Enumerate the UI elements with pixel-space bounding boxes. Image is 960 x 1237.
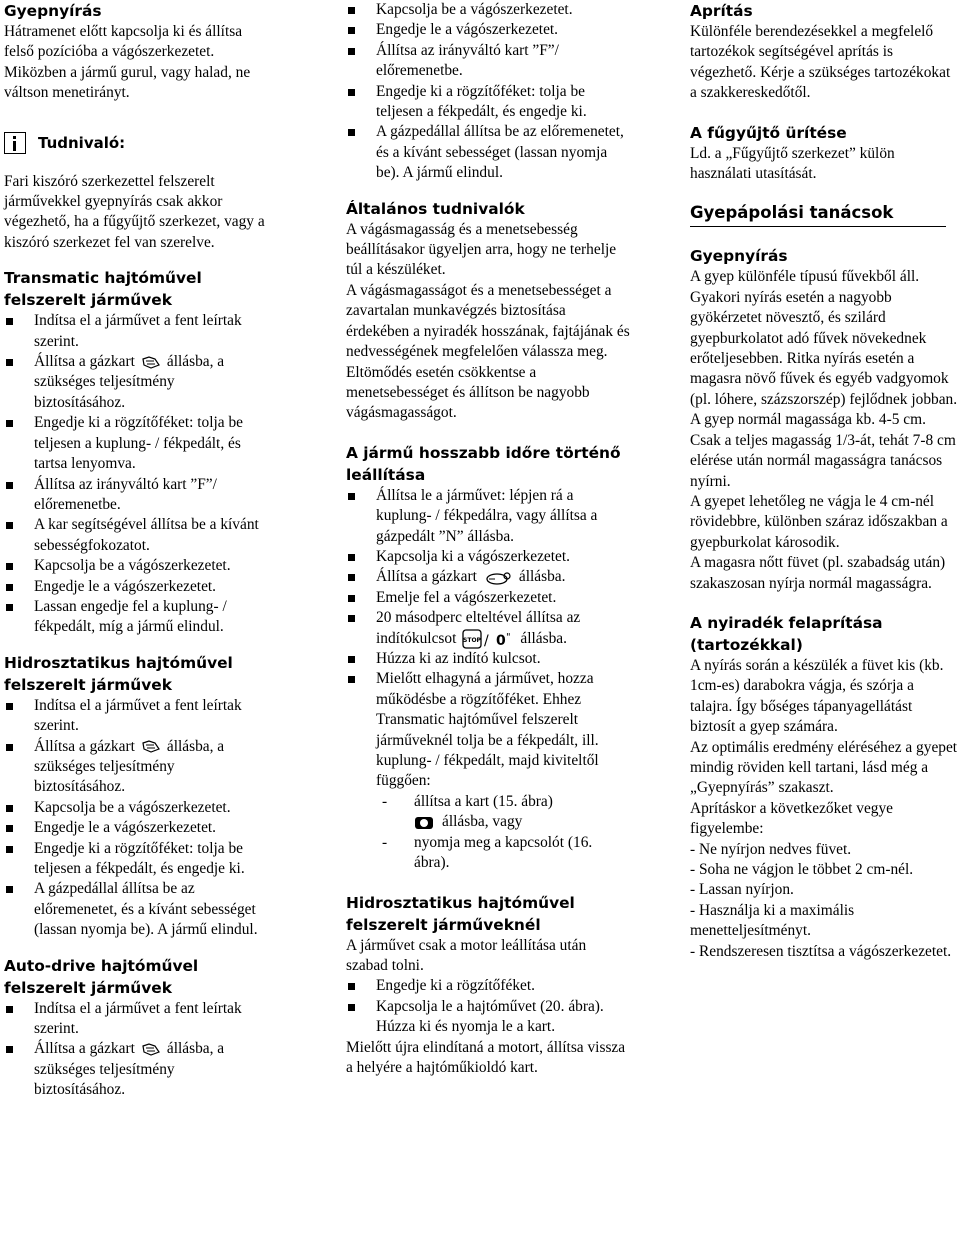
section-title-nyiradek: A nyiradék felaprítása (tartozékkal) — [690, 613, 883, 654]
list-item: Engedje ki a rögzítőféket: tolja be teljesen a kuplung- / fékpedált, és tartsa lenyomva. — [4, 413, 266, 474]
hidro-steps — [4, 696, 266, 941]
general-paragraph-3: Eltömődés esetén csökkentse a menetsebességet és állítson be nagyobb vágásmagasságot. — [346, 363, 590, 422]
gyep-paragraph-1: A gyep különféle típusú fűvekből áll. Gyakori nyírás esetén a nagyobb gyökérzetet növesztő, és szilárd gyepburkolatot adó fűvek növekednek erőteljesebben. Ritka nyírás esetén a magasra növő fűvek és egyéb vadgyomok (pl. lóhere, százszorszép) fejlődnek jobban. — [690, 268, 958, 408]
nyir-paragraph-3: Aprításkor a következőket vegye figyelembe: — [690, 799, 893, 838]
general-paragraph-2: A vágásmagasságot és a menetsebességet a zavartalan munkavégzés biztosítása érdekében a nyiradék hosszának, fajtájának és nedvességének megfelelően válassza meg. — [346, 281, 630, 361]
rabbit-throttle-icon — [483, 571, 513, 585]
list-item: Állítsa a gázkart állásba, a szükséges teljesítmény biztosításához. — [4, 352, 266, 413]
long-stop-substeps — [346, 792, 630, 874]
info-label: Tudnivaló: — [38, 133, 126, 152]
section-title-gyepnyiras: Gyepnyírás — [4, 2, 102, 20]
svg-text:": " — [506, 632, 511, 644]
list-item: Állítsa a gázkart állásba, a szükséges teljesítmény biztosításához. — [4, 737, 266, 798]
list-item: - állítsa a kart (15. ábra) — [382, 792, 553, 810]
list-item: - Ne nyírjon nedves füvet. — [690, 840, 852, 858]
svg-text:/: / — [484, 633, 490, 650]
section-title-apritas: Aprítás — [690, 2, 753, 20]
list-item: Húzza ki az indító kulcsot. — [346, 649, 630, 669]
section-title-hidro2: Hidrosztatikus hajtóművel felszerelt járműveknél — [346, 893, 575, 934]
chapter-title-care: Gyepápolási tanácsok — [690, 202, 946, 227]
info-icon — [4, 132, 26, 154]
stop-key-icon — [462, 629, 514, 649]
list-item: A kar segítségével állítsa be a kívánt sebességfokozatot. — [4, 515, 266, 556]
nyir-paragraph-2: Az optimális eredmény eléréséhez a gyepet mindig röviden kell tartani, lásd még a „Gyepnyírás” szakaszt. — [690, 738, 958, 797]
list-item: Engedje le a vágószerkezetet. — [4, 818, 266, 838]
column-3 — [690, 0, 960, 962]
list-item: - Használja ki a maximális menetteljesítményt. — [690, 901, 855, 940]
list-item: Állítsa az irányváltó kart ”F”/ előremenetbe. — [346, 41, 630, 82]
list-item: Kapcsolja be a vágószerkezetet. — [346, 0, 630, 20]
gyep-paragraph-4: A magasra nőtt füvet (pl. szabadság után) szakaszosan nyírja normál magasságra. — [690, 554, 946, 592]
column-1 — [4, 0, 266, 1101]
svg-text:STOP: STOP — [463, 637, 482, 645]
section-title-general: Általános tudnivalók — [346, 199, 525, 218]
list-item: Engedje ki a rögzítőféket: tolja be teljesen a fékpedált, és engedje ki. — [4, 839, 266, 880]
gyep-paragraph-3: A gyepet lehetőleg ne vágja le 4 cm-nél rövidebbre, különben száraz időszakban a gyepburkolat károsodik. — [690, 492, 948, 551]
list-item: Kapcsolja ki a vágószerkezetet. — [346, 547, 630, 567]
hidro2-paragraph: A járművet csak a motor leállítása után szabad tolni. — [346, 936, 587, 974]
section-title-urites: A fűgyűjtő ürítése — [690, 123, 847, 142]
list-item: Lassan engedje fel a kuplung- / fékpedált, míg a jármű elindul. — [4, 597, 266, 638]
list-item: Engedje le a vágószerkezetet. — [4, 577, 266, 597]
nyir-paragraph-1: A nyírás során a készülék a füvet kis (kb. 1cm-es) darabokra vágja, és szórja a talajra. Így bőséges tápanyagellátást biztosít a gyep számára. — [690, 656, 944, 736]
transmatic-steps — [4, 311, 266, 638]
turtle-throttle-icon — [141, 739, 161, 755]
section-title-hidro: Hidrosztatikus hajtóművel felszerelt járművek — [4, 653, 233, 694]
hidro2-end-paragraph: Mielőtt újra elindítaná a motort, állítsa vissza a helyére a hajtóműkioldó kart. — [346, 1038, 626, 1076]
list-item: Kapcsolja be a vágószerkezetet. — [4, 556, 266, 576]
parking-brake-icon — [414, 815, 434, 831]
list-item: Indítsa el a járművet a fent leírtak szerint. — [4, 999, 266, 1040]
list-item: Mielőtt elhagyná a járművet, hozza működésbe a rögzítőféket. Ehhez Transmatic hajtóművel felszerelt járműveknél tolja be a fékpedált, ill. kuplung- / fékpedált, majd kiviteltől függően: — [346, 669, 630, 791]
list-item: - Rendszeresen tisztítsa a vágószerkezetet. — [690, 942, 952, 960]
section-title-gyep: Gyepnyírás — [690, 247, 788, 266]
list-item: állásba, vagy — [346, 812, 630, 832]
list-item: Engedje le a vágószerkezetet. — [346, 20, 630, 40]
section-title-transmatic: Transmatic hajtóművel felszerelt járművek — [4, 269, 202, 310]
list-item: Indítsa el a járművet a fent leírtak szerint. — [4, 311, 266, 352]
list-item: 20 másodperc elteltével állítsa az indítókulcsot STOP / 0 " állásba. — [346, 608, 630, 649]
list-item: Állítsa a gázkart állásba. — [346, 567, 630, 587]
apritas-paragraph: Különféle berendezésekkel a megfelelő tartozékok segítségével aprítás is végezhető. Kérje a szükséges tartozékokat a szakkereskedőtől. — [690, 23, 951, 102]
section-title-long-stop: A jármű hosszabb időre történő leállítása — [346, 443, 621, 484]
list-item: Állítsa a gázkart állásba, a szükséges teljesítmény biztosításához. — [4, 1039, 266, 1100]
continued-steps — [346, 0, 630, 184]
gyep-paragraph-2: A gyep normál magassága kb. 4-5 cm. Csak a teljes magasság 1/3-át, tehát 7-8 cm elérése után normál magasságra tanácsos nyírni. — [690, 411, 956, 490]
list-item: Kapcsolja le a hajtóművet (20. ábra). Húzza ki és nyomja le a kart. — [346, 997, 630, 1038]
list-item: - Soha ne vágjon le többet 2 cm-nél. — [690, 861, 914, 878]
list-item: Engedje ki a rögzítőféket. — [346, 976, 630, 996]
long-stop-steps — [346, 486, 630, 792]
list-item: A gázpedállal állítsa be az előremenetet, és a kívánt sebességet (lassan nyomja be). A jármű elindul. — [4, 879, 266, 940]
urites-paragraph: Ld. a „Fűgyűjtő szerkezet” külön használati utasítását. — [690, 144, 895, 183]
turtle-throttle-icon — [141, 1042, 161, 1058]
svg-text:0: 0 — [496, 633, 507, 650]
column-2 — [346, 0, 630, 1078]
turtle-throttle-icon — [141, 355, 161, 371]
tips-list — [690, 840, 960, 962]
list-item: Kapcsolja be a vágószerkezetet. — [4, 798, 266, 818]
list-item: Állítsa le a járművet: lépjen rá a kuplung- / fékpedálra, vagy állítsa a gázpedált ”N” állásba. — [346, 486, 630, 547]
hidro2-steps — [346, 976, 630, 1037]
list-item: Emelje fel a vágószerkezetet. — [346, 588, 630, 608]
list-item: A gázpedállal állítsa be az előremenetet, és a kívánt sebességet (lassan nyomja be). A jármű elindul. — [346, 122, 630, 183]
list-item: - Lassan nyírjon. — [690, 881, 794, 899]
info-note-header — [4, 132, 266, 154]
list-item: Indítsa el a járművet a fent leírtak szerint. — [4, 696, 266, 737]
general-paragraph-1: A vágásmagasság és a menetsebesség beállításakor ügyeljen arra, hogy ne terhelje túl a készüléket. — [346, 220, 617, 279]
list-item: Állítsa az irányváltó kart ”F”/ előremenetbe. — [4, 475, 266, 516]
section-title-auto: Auto-drive hajtóművel felszerelt járművek — [4, 956, 199, 997]
list-item: Engedje ki a rögzítőféket: tolja be teljesen a fékpedált, és engedje ki. — [346, 82, 630, 123]
list-item: - nyomja meg a kapcsolót (16. ábra). — [382, 833, 593, 872]
auto-steps — [4, 999, 266, 1101]
gyepnyiras-paragraph: Hátramenet előtt kapcsolja ki és állítsa felső pozícióba a vágószerkezetet. Miközben a jármű gurul, vagy halad, ne váltson menetirányt. — [4, 23, 251, 102]
info-paragraph: Fari kiszóró szerkezettel felszerelt járművekkel gyepnyírás csak akkor végezhető, ha a fűgyűjtő szerkezet, vagy a kiszóró szerkezet fel van szerelve. — [4, 172, 265, 251]
